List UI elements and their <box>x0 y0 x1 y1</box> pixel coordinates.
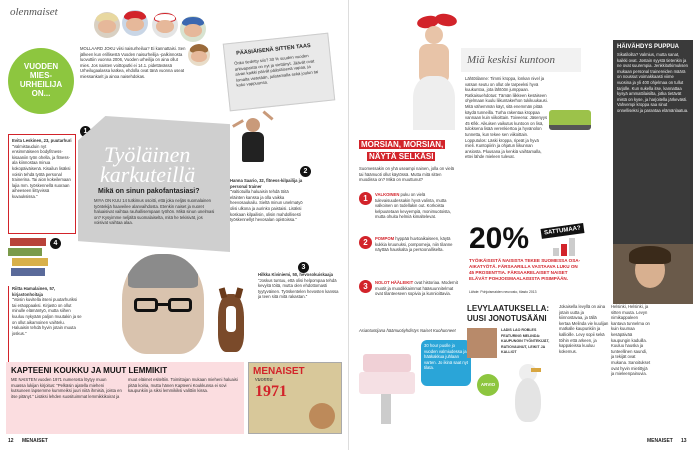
morsian-credit: Asiantuntijana häämuotiyhdistys Naiset Kuohunneet <box>359 328 456 333</box>
left-page-brand: MENAISET <box>22 438 48 444</box>
riitta-text: "Voisin kuvitella itseni puutarhuriksi tai eräoppaaksi. Kirjasto on ollut minulle elämäntyö, mutta siihen kuuluu nykyään paljon muutakin ja se on ollut aikamoinen vaihtelu. Haluaisin tehdä hyvin jotain muuta joskus." <box>12 297 82 336</box>
puppua-text: Sikatiloilta? Valmius, mutta sanat, kaikki ovat. Jostain syystä tietenkin ja ne ovat suurempia. Jenkkitutkimuksen mukaan personal trainereiden määrä on noussut voimakkaasti viime vuosina ja yli 400 ohjelmaa on tullut tarjolle. Kun sukella itse, kannattaa kysyä ammattilaisilta, jotka tietävät mistä on kyse, ja harjoitella järkevästi. Vahvempi kroppa saa sinut onnelliseksi ja parantaa elämänlaatua. <box>617 52 689 113</box>
levy-title-2: UUSI JONOTUSÄÄNI <box>467 314 547 323</box>
menaiset-1971-cover <box>248 362 342 434</box>
feature-title-1: Työläinen <box>104 142 191 167</box>
hanna-photo <box>232 112 276 176</box>
morsian-point-lead: NOLOT HÄÄLEIKIT <box>375 280 415 285</box>
stat-value <box>469 222 529 256</box>
smiling-woman-photo <box>613 244 693 304</box>
stepper-photo <box>549 110 591 130</box>
puppua-sidebar <box>613 40 693 246</box>
kapteeni-title: KAPTEENI KOUKKU JA MUUT LEMMIKIT <box>11 366 168 375</box>
number-2-label: 2 <box>303 168 308 175</box>
morsian-point <box>359 192 459 232</box>
right-page-number: 13 <box>681 438 687 444</box>
morsian-point-lead: VALKOINEN <box>375 192 401 197</box>
menaiset-cover-brand: MENAISET <box>253 366 305 377</box>
feature-title-2: karkuteillä <box>100 162 196 187</box>
morsian-text: Suomessakin on yhä useampi nainen, jolla on vielä tai häämuoti ollut käytössä. Mutta mitä sitten muodissa on? Mikä on muuttunut? <box>359 166 454 183</box>
hat-title: PÄÄSIÄISENÄ SITTEN TAAS <box>235 43 311 57</box>
badge-line-1: VUODEN <box>23 62 59 71</box>
hilkka-box <box>258 272 340 358</box>
athlete-photo-4 <box>180 16 206 42</box>
morsian-point-number: 3 <box>359 280 372 293</box>
puppua-title: HÄIVÄHDYS PUPPUA <box>617 44 680 50</box>
morsian-point <box>359 236 459 276</box>
right-page <box>348 0 696 450</box>
morsian-title-1-text: MORSIAN, MORSIAN, <box>361 140 444 149</box>
athlete-photo-1 <box>94 12 120 38</box>
morsian-point-text: POMPOM hyppää huvtoaikaiseen, käytä kukkia kruunuksi, pompomeja, niin tilanne näyttää hauskalta ja persoonalliselta. <box>375 236 453 253</box>
number-4 <box>50 238 61 249</box>
dancer-photo <box>397 4 471 134</box>
hilkka-name: Hilkka Kiviniemi, 50, hevosokuiskaaja <box>258 272 333 277</box>
kuntoon-text: Lähtötilanne: Timmi kroppa, lonkan nivel ja vatsan seutu on ollut ole tarpeeksi hyvä kuukuntoa, jota lähtöön jumppaan. Ratkaisuehdotus: Tämän liikkeen kesäiseen ohjelmaan kuulu liikuntakerhon tukikuukausi. Mitä vähemmän käyt, sitä enemmän pitää käydä tunneilla. Turha rakentaa kroppaa vannaan kuin viikoittain. Toiveena: Jäsenyys 45 €/kk. Aikuisen vaikutus kuntoon on lisä, tuloksena lisää verenkiertoa ja hyvänolon tunnetta, kun tekee sen viikoittain. Lopputulos: Läski kroppa, ripeät ja hyvä mieli. Kuntopiirin ja ohjatun liikunnan ansiosta. Pluusana ja kenkiä vaihtamalla, ettei lähde mieleen tulevat. <box>465 76 548 160</box>
levy-text-2: Helsinki, Helsinki, ja sitten muuta. Levyn nimikappaleen kantava tunnelma on kuin kuumaa kesäpäivää kaupungin kaduilla. Kuuluu hauska ja tunteellinen saundi, ja tekijät ovat mukana. Sanoitukset ovat hyvin mietittyjä ja mieleenpainuvia. <box>611 304 651 377</box>
hat-text: Onko tiedetty siis? 30 % suuden vuoden arkivapaista on nyt ja viettänyt. Jäävät ovat aivan kaikki päivät pääsiäisenä vapaa, ja lomalta vietetään, julistamalla sekä joulun tai koko vappuunsa. <box>233 53 319 89</box>
right-page-brand: MENAISET <box>647 438 673 444</box>
menaiset-cover-sub: vuonna <box>255 377 273 383</box>
stat-number: 20 <box>469 222 503 255</box>
morsian-title-2-text: NÄYTÄ SELKÄSI <box>369 152 434 161</box>
feature-lead: MIYA ON KUU 14 tutkimus osoitti, että joka neljäs suomalainen työntekijä haaveilee alanvaihdosta. Etenkin naiset ja nuoret haluaisivat vaihtaa rauhallisempaan työhön. Mikä sinun unelmasi on? Kysyimme neljältä suomalaiselta, mitä he tekisivät, jos voisivat vaihtaa alaa. <box>94 198 215 226</box>
stat-chart <box>553 236 585 256</box>
athlete-photo-3 <box>152 12 178 38</box>
morsian-point-number: 1 <box>359 192 372 205</box>
riitta-name: Riitta Hamalainen, 57, kirjastonhoitaja <box>12 286 56 297</box>
hanna-text: "Valtiotuilla haluaisin tehdä töitä eläinten kanssa ja olla vaikka heevosaukailu. Sieltä minun unelmatyö olisi ulkona ja aurinko paistaisi. Lisäksi koskaan kilpailisin, olisin mahdollisesti työskennellyt hevosalan opistoissa." <box>230 189 303 223</box>
morsian-list <box>359 192 459 324</box>
evita-name: Evita Leskinen, 23, puutarhuri <box>12 138 72 143</box>
arvio-badge: ARVIO <box>477 374 499 396</box>
books-photo <box>8 236 48 284</box>
menaiset-cover-year: 1971 <box>255 383 287 400</box>
morsian-point-text: VALKOINEN puku on vielä tulevaisuudessakin hyvä valinta, mutta valkoinen on todellakin out. Korkoista kelpuutetaan kevyempiä, monimuotoista, mutta ohuita helmiä kimaltelevat. <box>375 192 451 220</box>
number-4-label: 4 <box>53 240 58 247</box>
hilkka-text: "Joskus tuntuu, että olisi helpompaa tehdä kevyitä töitä, mutta olen ehdottomasti tyytyväinen. Työskentelen hevosten kanssa ja teen sitä mitä rakastan." <box>258 277 339 300</box>
athlete-photo-2 <box>122 10 148 36</box>
evita-text: "Valmistauduin nyt ensimmäiseen bodyfitness-kisaaniin työn ohella, ja fitness-ala kiinnostaa minua kokopäiväisenä. Kisailun lisäksi voisin tehdä työtä personal trainerina. Tai aion kokeilemaan lajia mm. työskennellä suoraan aiheeseen liittyvissä kuvauksissa." <box>12 143 71 199</box>
kapteeni-text: ME NAISTEN vuoden 1971 numerosta löytyy muun muassa lukijan kirjoitus: "Pelkäsin ajatella mieheni kutsuneen lapsemme kummeiksi juuri niitä ihmisiä, joista en itse pitänyt." Lisäksi lehden suosituimmat lemmikkikoirat ja muut eläimet esiteltiin. Toimittajan mukaan mieheni haluaisi pitää koiria, mutta hänen Kapteeni Koukkunsa ei sovi kaupunkiin ja siksi lemmikiksi valittiin kissa. <box>11 377 238 399</box>
kapteeni-box <box>6 362 244 434</box>
badge-line-4: ON... <box>31 89 51 98</box>
horse-photo <box>208 286 254 360</box>
cake-text: 30 hour puolle jo vuoden valmiudessa ja hääkakkua juhlaan varten. Jo ikinä saat nyt tilata. <box>424 343 468 371</box>
cake-box <box>421 340 471 386</box>
number-3-label: 3 <box>301 264 306 271</box>
morsian-title-2 <box>367 152 435 161</box>
levy-text: Jokaisella levyllä on aina jotain uutta ja kiinnostavaa, ja tällä kertaa Melinda vie kuulijan matkalle kaupunkiin ja kallioille. Levy sopii sekä töihin että arkeen, ja kappaleissa kuuluu kokemus. <box>559 304 609 354</box>
kuntoon-title: Miä keskisi kuntoon <box>467 54 555 66</box>
athlete-photo-5 <box>188 44 210 66</box>
stat-source: Lähde: Pohjoismaiden neuvosto, tilasto 2013 <box>469 290 537 294</box>
badge-line-2: MIES- <box>29 71 53 80</box>
cake-photo <box>359 350 415 430</box>
athlete-text: MOLLAARD JOKU viisi naisurheilua? Ei kannattaisi. Sen jälkeen kun erillisestä Vuoden naisurheilija -palkinnosta luovuttiin vuonna 2006, Vuoden urheilija on aina ollut mies. Jos naisten voittoputki ei 14.1. pidettävässä Urheilugaalassa katkea, ehdolla ovat tänä vuonna useat miessankarit ja ainoa naisehdokas. <box>80 46 186 79</box>
morsian-point-text: NOLOT HÄÄLEIKIT ovat historiaa. Modernit muotit ja muodikkaimmat hääsuunnitelmat ovat tilanteeseen sopivia ja kunnioittavia. <box>375 280 458 297</box>
feature-subtitle: Mikä on sinun pakofantasiasi? <box>98 188 200 195</box>
evita-box <box>8 134 76 234</box>
hanna-name: Hanna Saario, 32, fitness-kilpailija ja personal trainer <box>230 178 303 189</box>
album-cover <box>467 328 497 358</box>
morsian-point <box>359 280 459 320</box>
stat-unit: % <box>502 222 530 255</box>
riitta-photo <box>122 254 204 354</box>
left-page-number: 12 <box>8 438 14 444</box>
album-title: LADIS LAO ROBLES FEATURING MELINDA: KAUPUNGIN TYÖNTEKIJÄT, RATIOVAUNUT, LEIKIT JA KALLIOT <box>501 328 550 355</box>
riitta-box <box>8 286 82 366</box>
stat-text: TYÖIKÄISISTÄ NAISISTA TEKEE SUOMESSA OSA-AIKATYÖTÄ. FÄRSAARILLA VASTAAVA LUKU ON 45 PROSENTTIA. FÄRSAARELAISET NAISET ELÄVÄT POHJOISMAALAISISTA PISIMPÄÄN. <box>469 258 581 281</box>
number-2 <box>300 166 311 177</box>
morsian-title-1 <box>359 140 445 149</box>
morsian-point-lead: POMPOM <box>375 236 396 241</box>
number-1-label: 1 <box>83 128 88 135</box>
morsian-point-number: 2 <box>359 236 372 249</box>
hanna-box <box>230 178 304 262</box>
bird-photo <box>507 362 549 436</box>
vuoden-urheilija-badge <box>8 48 74 114</box>
badge-line-3: URHEILIJA <box>19 80 63 89</box>
section-label: olenmaiset <box>10 6 58 18</box>
levy-title-1: LEVYLAATUKSELLA: <box>467 304 550 313</box>
sattumaa-badge: SATTUMAA? <box>541 223 585 239</box>
